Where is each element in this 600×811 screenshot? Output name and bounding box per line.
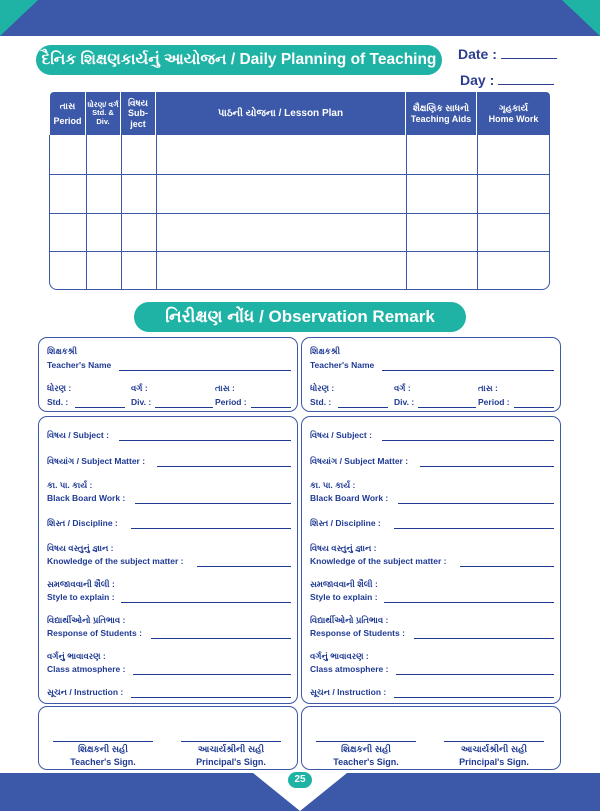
date-field[interactable] [458, 44, 557, 62]
teacher-name-line[interactable] [382, 370, 554, 371]
subject-matter-line[interactable] [420, 466, 554, 467]
table-divider [86, 135, 87, 289]
table-divider [121, 135, 122, 289]
table-divider [477, 135, 478, 289]
div-line[interactable] [155, 407, 213, 408]
teacher-name-line[interactable] [119, 370, 291, 371]
day-underline [498, 70, 554, 85]
date-underline [501, 44, 557, 59]
table-divider [406, 135, 407, 289]
teacher-info-box-left: શિક્ષકશ્રી Teacher's Name ધોરણ : વર્ગ : તાસ : Std. : Div. : Period : [38, 337, 298, 412]
period-line[interactable] [514, 407, 554, 408]
table-row-divider [50, 213, 549, 214]
subject-line[interactable] [119, 440, 291, 441]
instruction-line[interactable] [131, 697, 291, 698]
div-line[interactable] [418, 407, 476, 408]
date-label: Date : [458, 46, 497, 62]
std-line[interactable] [75, 407, 125, 408]
table-divider [156, 135, 157, 289]
style-line[interactable] [384, 602, 554, 603]
teacher-sign-line[interactable] [316, 741, 416, 742]
discipline-line[interactable] [394, 528, 554, 529]
col-subject: વિષય Sub- ject [121, 92, 156, 135]
knowledge-line[interactable] [197, 566, 291, 567]
atmosphere-line[interactable] [396, 674, 554, 675]
instruction-line[interactable] [394, 697, 554, 698]
col-period: તાસ Period [50, 92, 86, 135]
discipline-line[interactable] [131, 528, 291, 529]
period-line[interactable] [251, 407, 291, 408]
day-label: Day : [460, 72, 495, 88]
signature-box-right: શિક્ષકની સહી Teacher's Sign. આચાર્યશ્રીની સહી Principal's Sign. [301, 706, 561, 770]
header-teal-corner-right [562, 0, 600, 36]
signature-box-left: શિક્ષકની સહી Teacher's Sign. આચાર્યશ્રીની સહી Principal's Sign. [38, 706, 298, 770]
col-teaching-aids: શૈક્ષણિક સાધનો Teaching Aids [406, 92, 477, 135]
observation-title: નિરીક્ષણ નોંધ / Observation Remark [134, 302, 466, 332]
plan-table-body[interactable] [49, 135, 550, 290]
teacher-info-box-right: શિક્ષકશ્રી Teacher's Name ધોરણ : વર્ગ : તાસ : Std. : Div. : Period : [301, 337, 561, 412]
table-row-divider [50, 251, 549, 252]
day-field[interactable] [460, 70, 554, 88]
atmosphere-line[interactable] [133, 674, 291, 675]
remarks-box-right: વિષય / Subject : વિષયાંગ / Subject Matter : કા. પા. કાર્ય : Black Board Work : શિસ્ત / Discipline : વિષય વસ્તુનું જ્ઞાન : Knowledge of the subject matter : સમજાવવાની શૈલી : Style to explain : વિદ્યાર્થીઓનો પ્રતિભાવ : Response of Students : વર્ગનું ભાવાવરણ : Class atmosphere : સૂચન / Instruction : [301, 416, 561, 704]
response-line[interactable] [151, 638, 291, 639]
header-teal-corner-left [0, 0, 38, 36]
header-band [0, 0, 600, 36]
principal-sign-line[interactable] [181, 741, 281, 742]
subject-matter-line[interactable] [157, 466, 291, 467]
remarks-box-left: વિષય / Subject : વિષયાંગ / Subject Matter : કા. પા. કાર્ય : Black Board Work : શિસ્ત / Discipline : વિષય વસ્તુનું જ્ઞાન : Knowledge of the subject matter : સમજાવવાની શૈલી : Style to explain : વિદ્યાર્થીઓનો પ્રતિભાવ : Response of Students : વર્ગનું ભાવાવરણ : Class atmosphere : સૂચન / Instruction : [38, 416, 298, 704]
std-line[interactable] [338, 407, 388, 408]
planning-title: દૈનિક શિક્ષણકાર્યનું આયોજન / Daily Planning of Teaching [36, 45, 442, 75]
response-line[interactable] [414, 638, 554, 639]
style-line[interactable] [121, 602, 291, 603]
blackboard-line[interactable] [398, 503, 554, 504]
knowledge-line[interactable] [460, 566, 554, 567]
teacher-sign-line[interactable] [53, 741, 153, 742]
col-lesson-plan: પાઠની યોજના / Lesson Plan [156, 92, 406, 135]
blackboard-line[interactable] [135, 503, 291, 504]
table-row-divider [50, 174, 549, 175]
col-std-div: ધોરણ/ વર્ગ Std. & Div. [86, 92, 121, 135]
plan-table-header [50, 92, 550, 135]
principal-sign-line[interactable] [444, 741, 544, 742]
page-number: 25 [288, 772, 312, 788]
col-home-work: ગૃહકાર્ય Home Work [488, 103, 539, 124]
subject-line[interactable] [382, 440, 554, 441]
